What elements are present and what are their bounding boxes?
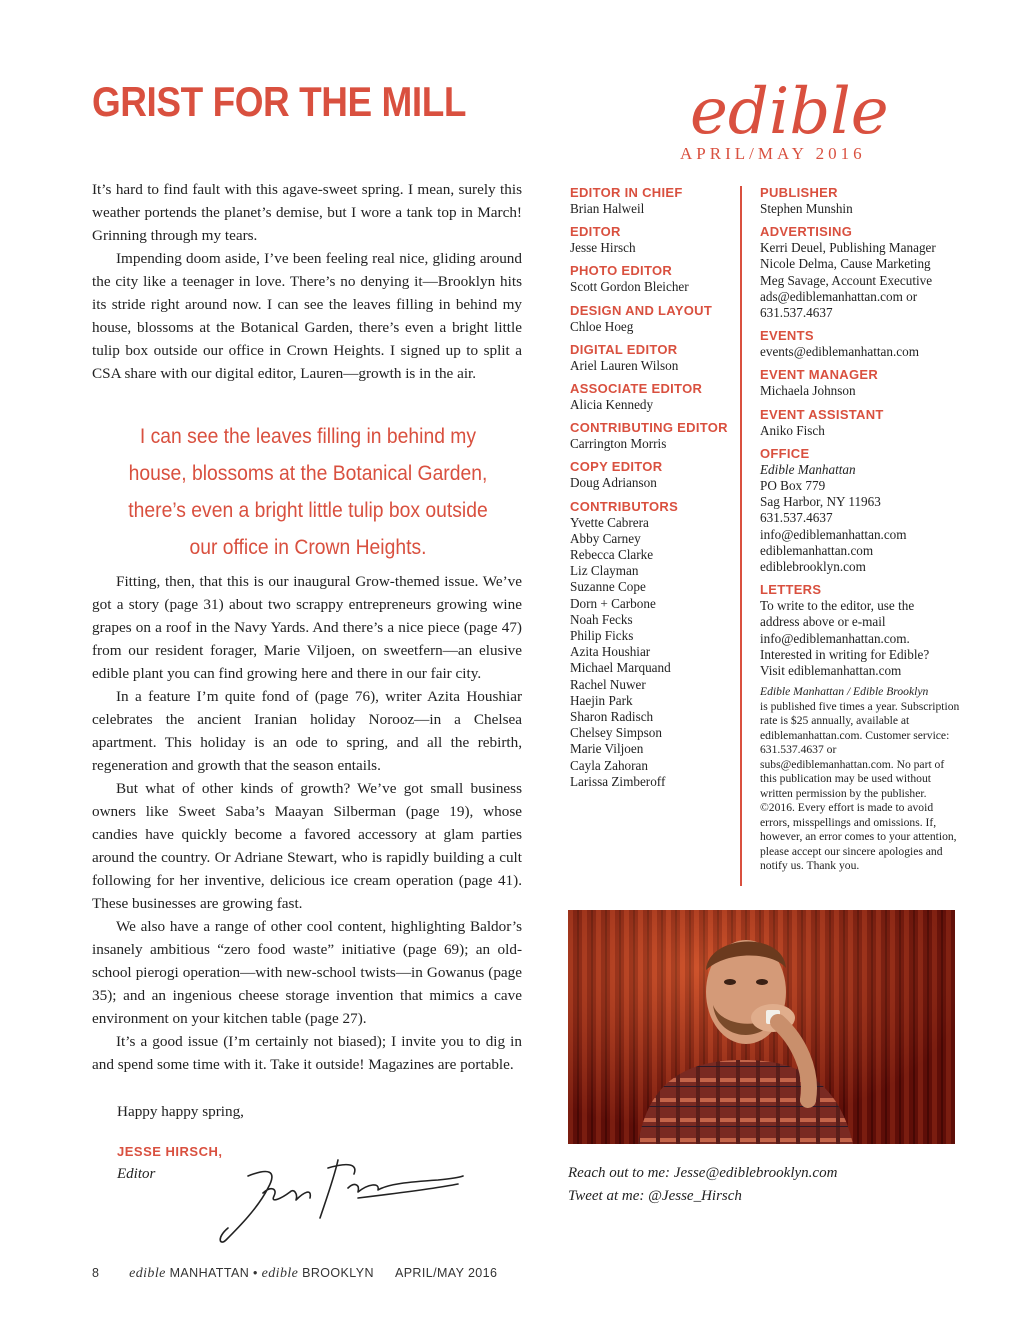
paragraph-1: It’s hard to find fault with this agave-sweet spring. I mean, surely this weather portends the planet’s demise, but I wore a tank top in March! Grinning through my tears. [92,181,522,244]
footer-edible-2: edible [261,1266,299,1281]
paragraph-7: It’s a good issue (I’m certainly not biased); I invite you to dig in and spend some time with it. Take it outside! Magazines are portable. [92,1033,522,1073]
page-footer [92,1266,497,1282]
paragraph-5: But what of other kinds of growth? We’ve got small business owners like Sweet Saba’s Maayan Silberman (page 19), whose candies have quickly become a favored accessory at glam parties around the country. Or Adriane Stewart, who is rapidly building a cult following for her inventive, delicious ice cream operation (page 41). These businesses are growing fast. [92,780,522,912]
masthead-name: PO Box 779 [760,478,826,494]
footer-date: APRIL/MAY 2016 [394,1266,498,1280]
masthead-role: EDITOR [570,224,621,240]
masthead-name: Marie Viljoen [570,741,644,757]
masthead-name: Aniko Fisch [760,422,825,438]
masthead-name: info@ediblemanhattan.com [760,526,907,542]
masthead-name: Suzanne Cope [570,579,646,595]
editorial-letter-body [92,570,522,1076]
masthead-name: Interested in writing for Edible? [760,646,930,662]
masthead-name: Noah Fecks [570,611,633,627]
footer-brooklyn: BROOKLYN [302,1266,374,1280]
masthead-name: Abby Carney [570,530,641,546]
masthead-name: Azita Houshiar [570,644,651,660]
headline: GRIST FOR THE MILL [92,78,466,125]
masthead-role: COPY EDITOR [570,459,663,475]
masthead-role: PUBLISHER [760,185,838,200]
masthead-role: ADVERTISING [760,224,853,240]
closing-line: Happy happy spring, [117,1103,244,1120]
masthead-role: ASSOCIATE EDITOR [570,381,703,397]
masthead-name: Dorn + Carbone [570,595,656,611]
masthead-name: Chelsey Simpson [570,725,662,741]
masthead-name: Ariel Lauren Wilson [570,357,679,373]
editorial-letter-top [92,178,522,385]
masthead-left-column [570,184,735,790]
masthead-right-column [760,184,960,874]
editor-photo [568,910,955,1144]
masthead-name: Brian Halweil [570,201,645,216]
masthead-name: Stephen Munshin [760,201,853,216]
paragraph-6: We also have a range of other cool content, highlighting Baldor’s insanely ambitious “zero food waste” initiative (page 69); an old-school pierogi operation—with new-school twists—in Gowanus (page 35); and an ingenious cheese storage invention that mimics a cave environment on your kitchen table (page 27). [92,918,522,1027]
paragraph-2: Impending doom aside, I’ve been feeling real nice, gliding around the city like a teenager in love. There’s no denying it—Brooklyn hits its stride right around now. I can see the leaves filling in behind my house, blossoms at the Botanical Garden, there’s even a bright little tulip box outside our office in Crown Heights. I signed up to split a CSA share with our digital editor, Lauren—growth is in the air. [92,250,522,382]
masthead-name: Jesse Hirsch [570,240,636,256]
masthead-name: Sag Harbor, NY 11963 [760,494,881,510]
publication-note [760,685,960,874]
masthead-name: Cayla Zahoran [570,757,648,773]
issue-date: APRIL/MAY 2016 [680,144,866,163]
masthead-name: ads@ediblemanhattan.com or [760,288,918,304]
masthead-role: DESIGN AND LAYOUT [570,302,713,318]
masthead-name: Meg Savage, Account Executive [760,272,933,288]
masthead-role: EDITOR IN CHIEF [570,185,683,200]
masthead-name: Carrington Morris [570,436,667,452]
masthead-name: Doug Adrianson [570,475,657,491]
signoff-name: JESSE HIRSCH, [117,1144,223,1159]
masthead-role: EVENTS [760,328,814,344]
masthead-role: EVENT MANAGER [760,367,879,383]
footer-edible-1: edible [129,1266,166,1281]
masthead-name: 631.537.4637 [760,305,833,321]
masthead-name: Rebecca Clarke [570,547,654,563]
masthead-name: Larissa Zimberoff [570,773,666,789]
masthead-name: Edible Manhattan [760,461,856,477]
masthead-role: LETTERS [760,582,822,598]
footer-separator: • [253,1266,258,1280]
masthead-name: Kerri Deuel, Publishing Manager [760,240,936,256]
masthead-name: Yvette Cabrera [570,514,649,530]
masthead-name: ediblemanhattan.com [760,542,874,558]
masthead-role: EVENT ASSISTANT [760,406,884,422]
masthead-name: Scott Gordon Bleicher [570,279,689,295]
masthead-name: Rachel Nuwer [570,676,646,692]
masthead-role: CONTRIBUTING EDITOR [570,420,728,436]
masthead-name: Nicole Delma, Cause Marketing [760,256,931,272]
masthead-name: Liz Clayman [570,563,639,579]
masthead-name: Michael Marquand [570,660,671,676]
masthead-name: Philip Ficks [570,628,634,644]
masthead-name: events@ediblemanhattan.com [760,344,919,360]
publication-note-text: is published five times a year. Subscription rate is $25 annually, available at ediblemanhattan.com. Customer service: 631.537.4637 or subs@ediblemanhattan.com. No part of this publication may be used without written permission by the publisher. ©2016. Every effort is made to avoid errors, misspellings and omissions. If, however, an error comes to your attention, please accept our sincere apologies and notify us. Thank you. [760,699,960,873]
edible-logo: edible [690,75,889,149]
masthead-name: To write to the editor, use the [760,598,915,614]
caption-email: Reach out to me: Jesse@ediblebrooklyn.com [568,1165,838,1181]
masthead-name: Haejin Park [570,692,633,708]
masthead-role: DIGITAL EDITOR [570,341,678,357]
masthead-name: Michaela Johnson [760,383,856,399]
publication-note-title: Edible Manhattan / Edible Brooklyn [760,685,929,699]
masthead-name: Alicia Kennedy [570,397,654,413]
handwritten-signature [208,1148,468,1248]
pull-quote: I can see the leaves filling in behind my house, blossoms at the Botanical Garden, there’s even a bright little tulip box outside our office in Crown Heights. [128,425,488,559]
footer-manhattan: MANHATTAN [169,1266,250,1280]
caption-twitter: Tweet at me: @Jesse_Hirsch [568,1188,742,1204]
masthead-divider [740,186,742,886]
page-number: 8 [92,1266,100,1280]
paragraph-4: In a feature I’m quite fond of (page 76), writer Azita Houshiar celebrates the ancient Iranian holiday Norooz—in a Chelsea apartment. This holiday is an ode to spring, and all the rebirth, regeneration and growth that the season entails. [92,688,522,774]
masthead-role: PHOTO EDITOR [570,263,673,279]
masthead-name: 631.537.4637 [760,510,833,526]
masthead-name: Visit ediblemanhattan.com [760,663,902,679]
photo-caption [568,1162,837,1208]
paragraph-3: Fitting, then, that this is our inaugural Grow-themed issue. We’ve got a story (page 31) about two scrappy entrepreneurs growing wine grapes on a roof in the Navy Yards. And there’s a nice piece (page 47) from our resident forager, Marie Viljoen, on sweetfern—an elusive edible plant you can find growing here and there in our fair city. [92,573,522,682]
masthead-name: ediblebrooklyn.com [760,559,866,575]
masthead-role: OFFICE [760,445,810,461]
masthead-name: Sharon Radisch [570,709,654,725]
masthead-right-list [760,184,960,679]
signoff-title: Editor [117,1166,156,1182]
masthead-name: Chloe Hoeg [570,318,634,334]
masthead-name: info@ediblemanhattan.com. [760,630,910,646]
masthead-role: CONTRIBUTORS [570,498,679,514]
masthead-name: address above or e-mail [760,614,886,630]
